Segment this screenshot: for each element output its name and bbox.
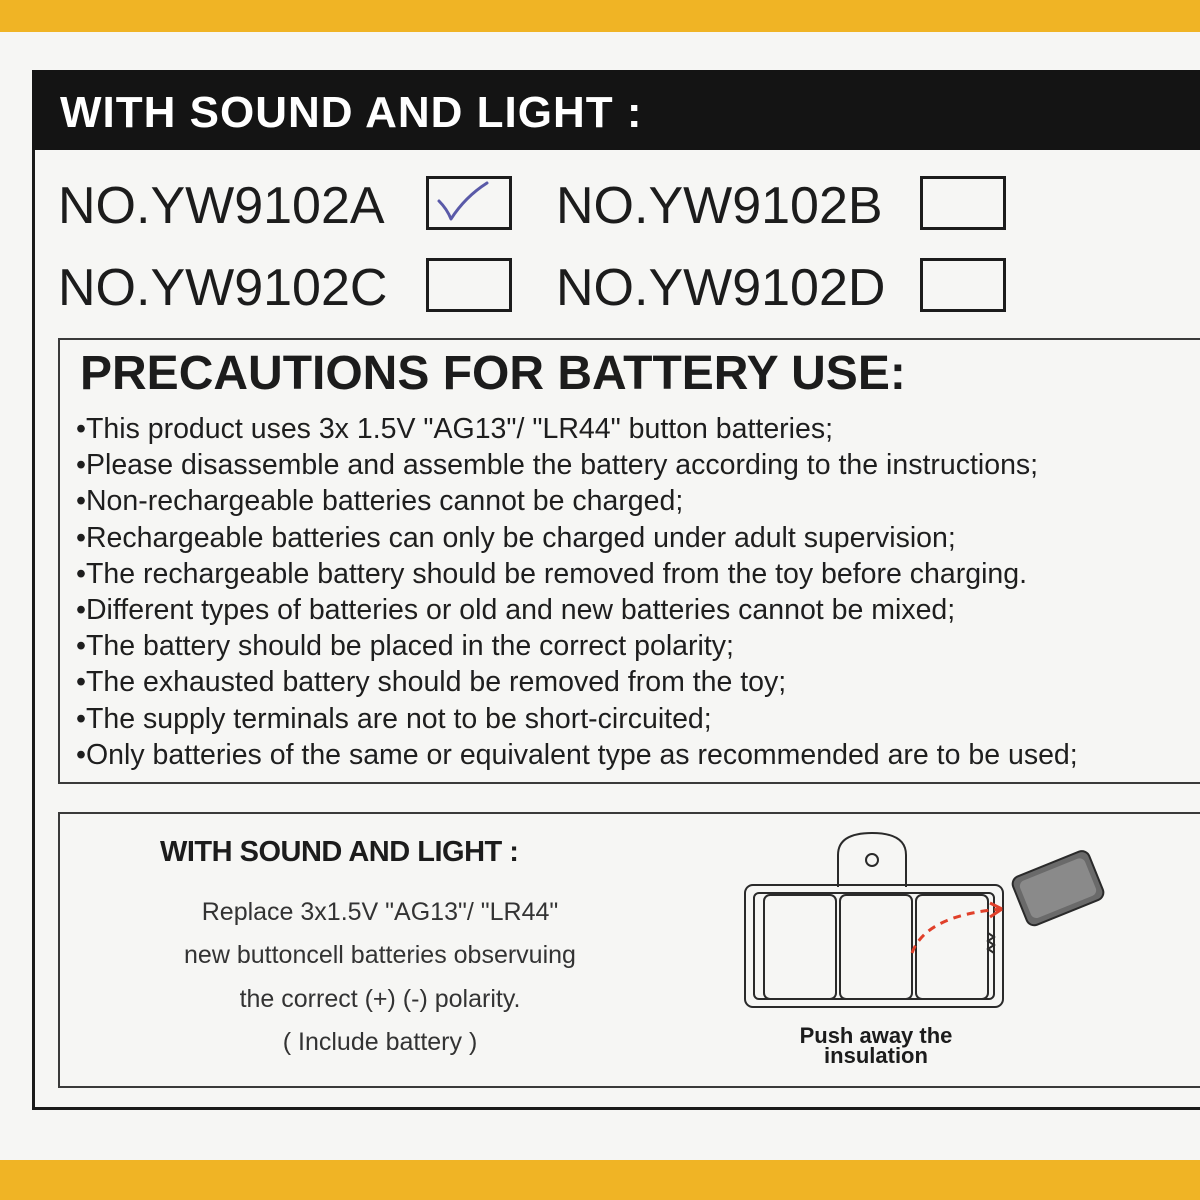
instruction-line: the correct (+) (-) polarity. [239, 985, 521, 1013]
model-checkbox-a[interactable] [426, 176, 512, 230]
precaution-item: •The exhausted battery should be removed from the toy; [76, 666, 787, 699]
precaution-item: •The battery should be placed in the correct polarity; [76, 630, 734, 663]
header-title: WITH SOUND AND LIGHT : [60, 88, 643, 137]
precaution-item: •Please disassemble and assemble the battery according to the instructions; [76, 449, 1039, 482]
precaution-item: •Only batteries of the same or equivalent type as recommended are to be used; [76, 738, 1078, 771]
model-label-d: NO.YW9102D [556, 259, 886, 317]
model-checkbox-d[interactable] [920, 258, 1006, 312]
precaution-item: •Different types of batteries or old and new batteries cannot be mixed; [76, 594, 956, 627]
instruction-line: new buttoncell batteries observuing [184, 941, 576, 969]
precautions-title: PRECAUTIONS FOR BATTERY USE: [80, 347, 906, 400]
precaution-item: •Non-rechargeable batteries cannot be charged; [76, 485, 684, 518]
precaution-item: •Rechargeable batteries can only be charged under adult supervision; [76, 521, 956, 554]
diagram-caption-line: Push away the [799, 1023, 953, 1048]
precaution-item: •The supply terminals are not to be short-circuited; [76, 702, 712, 735]
model-label-c: NO.YW9102C [58, 259, 388, 317]
model-checkbox-b[interactable] [920, 176, 1006, 230]
precautions-list [76, 411, 1078, 773]
instruction-line: ( Include battery ) [282, 1028, 478, 1056]
model-label-a: NO.YW9102A [58, 177, 385, 235]
diagram-caption [776, 1023, 976, 1068]
precaution-item: •This product uses 3x 1.5V "AG13"/ "LR44" button batteries; [76, 413, 834, 445]
instructions-title: WITH SOUND AND LIGHT : [160, 836, 519, 868]
model-label-b: NO.YW9102B [556, 177, 883, 235]
model-checkbox-c[interactable] [426, 258, 512, 312]
check-mark-icon [429, 179, 509, 227]
diagram-caption-line: insulation [824, 1043, 928, 1068]
precaution-item: •The rechargeable battery should be removed from the toy before charging. [76, 557, 1028, 590]
instruction-line: Replace 3x1.5V "AG13"/ "LR44" [201, 898, 559, 926]
battery-compartment-diagram [740, 825, 1120, 1025]
